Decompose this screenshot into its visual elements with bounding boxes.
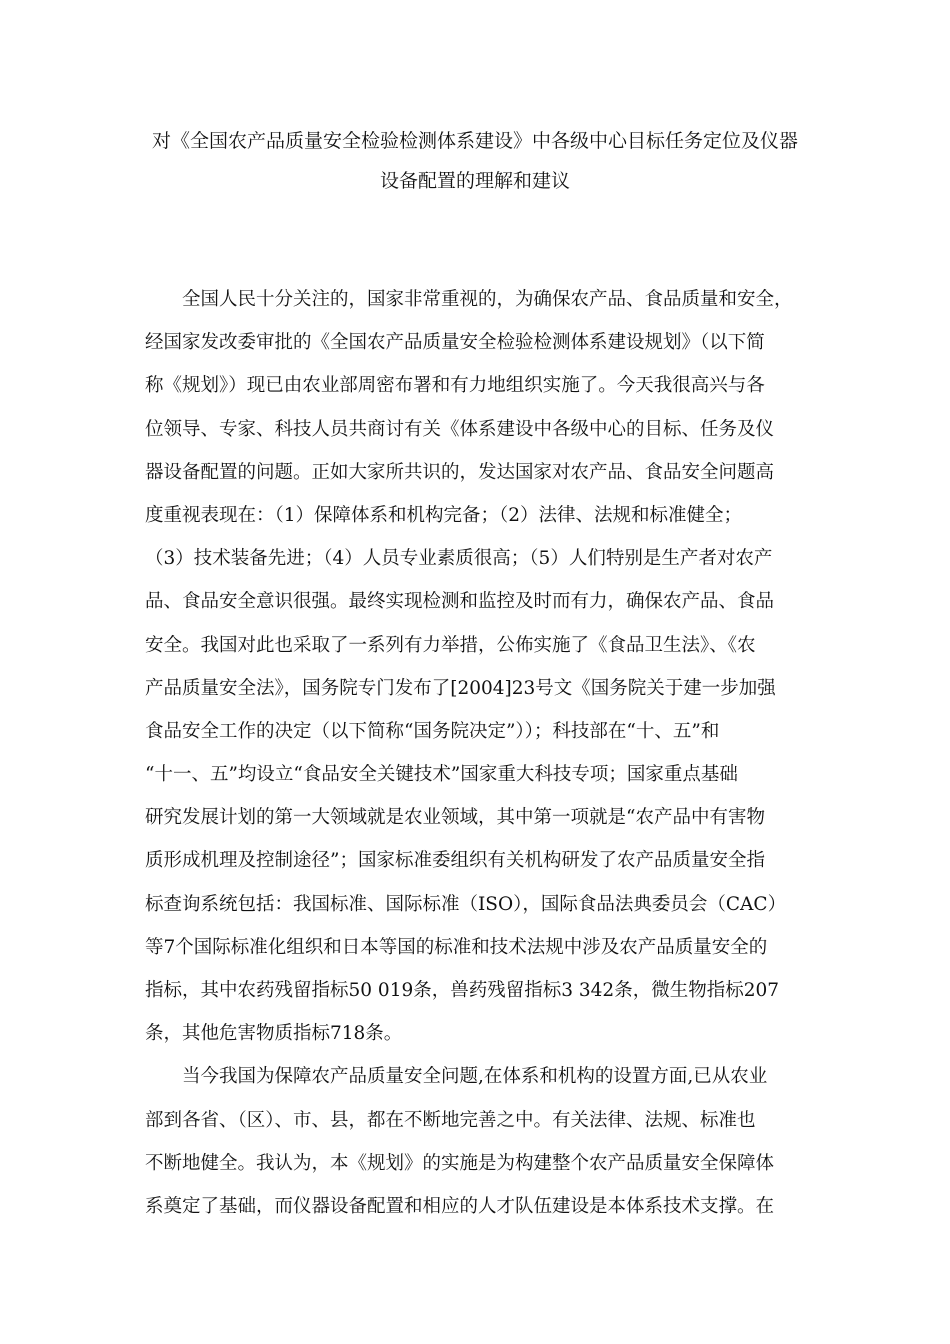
text-line: 称《规划》）现已由农业部周密布署和有力地组织实施了。今天我很高兴与各 [145, 375, 765, 397]
title-line-1: 对《全国农产品质量安全检验检测体系建设》中各级中心目标任务定位及仪器 [151, 130, 798, 152]
text-line: 安全。我国对此也采取了一系列有力举措，公佈实施了《食品卫生法》、《农 [145, 634, 756, 656]
text-line: 指标，其中农药残留指标50 019条，兽药残留指标3 342条，微生物指标207 [145, 980, 780, 1001]
text-line: 质形成机理及控制途径”；国家标准委组织有关机构研发了农产品质量安全指 [145, 850, 765, 872]
text-line: 产品质量安全法》，国务院专门发布了[2004]23号文《国务院关于建一步加强 [145, 677, 776, 699]
text-line: （3）技术装备先进；（4）人员专业素质很高；（5）人们特别是生产者对农产 [145, 548, 773, 570]
text-line: 研究发展计划的第一大领域就是农业领域，其中第一项就是“农产品中有害物 [145, 807, 765, 829]
text-line: 位领导、专家、科技人员共商讨有关《体系建设中各级中心的目标、任务及仪 [145, 418, 775, 440]
text-line: 食品安全工作的决定（以下简称“国务院决定”））；科技部在“十、五”和 [145, 720, 720, 742]
text-line: 全国人民十分关注的，国家非常重视的，为确保农产品、食品质量和安全， [145, 289, 793, 310]
text-line: 品、食品安全意识很强。最终实现检测和监控及时而有力，确保农产品、食品 [145, 591, 775, 613]
text-line: 部到各省、（区）、市、县，都在不断地完善之中。有关法律、法规、标准也 [145, 1109, 756, 1131]
text-line: 条，其他危害物质指标718条。 [145, 1023, 403, 1045]
document-title [140, 121, 810, 201]
document-body [145, 278, 815, 1228]
text-line: “十一、五”均设立“食品安全关键技术”国家重大科技专项；国家重点基础 [145, 764, 738, 786]
text-line: 度重视表现在：（1）保障体系和机构完备；（2）法律、法规和标准健全； [145, 504, 743, 526]
paragraph-1 [145, 278, 815, 1055]
text-line: 器设备配置的问题。正如大家所共识的，发达国家对农产品、食品安全问题高 [145, 461, 775, 483]
text-line: 标查询系统包括：我国标准、国际标准（ISO），国际食品法典委员会（CAC） [145, 893, 787, 915]
text-line: 系奠定了基础，而仪器设备配置和相应的人才队伍建设是本体系技术支撑。在 [145, 1195, 775, 1217]
text-line: 等7个国际标准化组织和日本等国的标准和技术法规中涉及农产品质量安全的 [145, 936, 768, 958]
text-line: 当今我国为保障农产品质量安全问题,在体系和机构的设置方面,已从农业 [145, 1066, 768, 1088]
text-line: 不断地健全。我认为，本《规划》的实施是为构建整个农产品质量安全保障体 [145, 1152, 775, 1174]
paragraph-2 [145, 1055, 815, 1228]
title-line-2: 设备配置的理解和建议 [379, 170, 570, 192]
text-line: 经国家发改委审批的《全国农产品质量安全检验检测体系建设规划》（以下简 [145, 332, 765, 354]
